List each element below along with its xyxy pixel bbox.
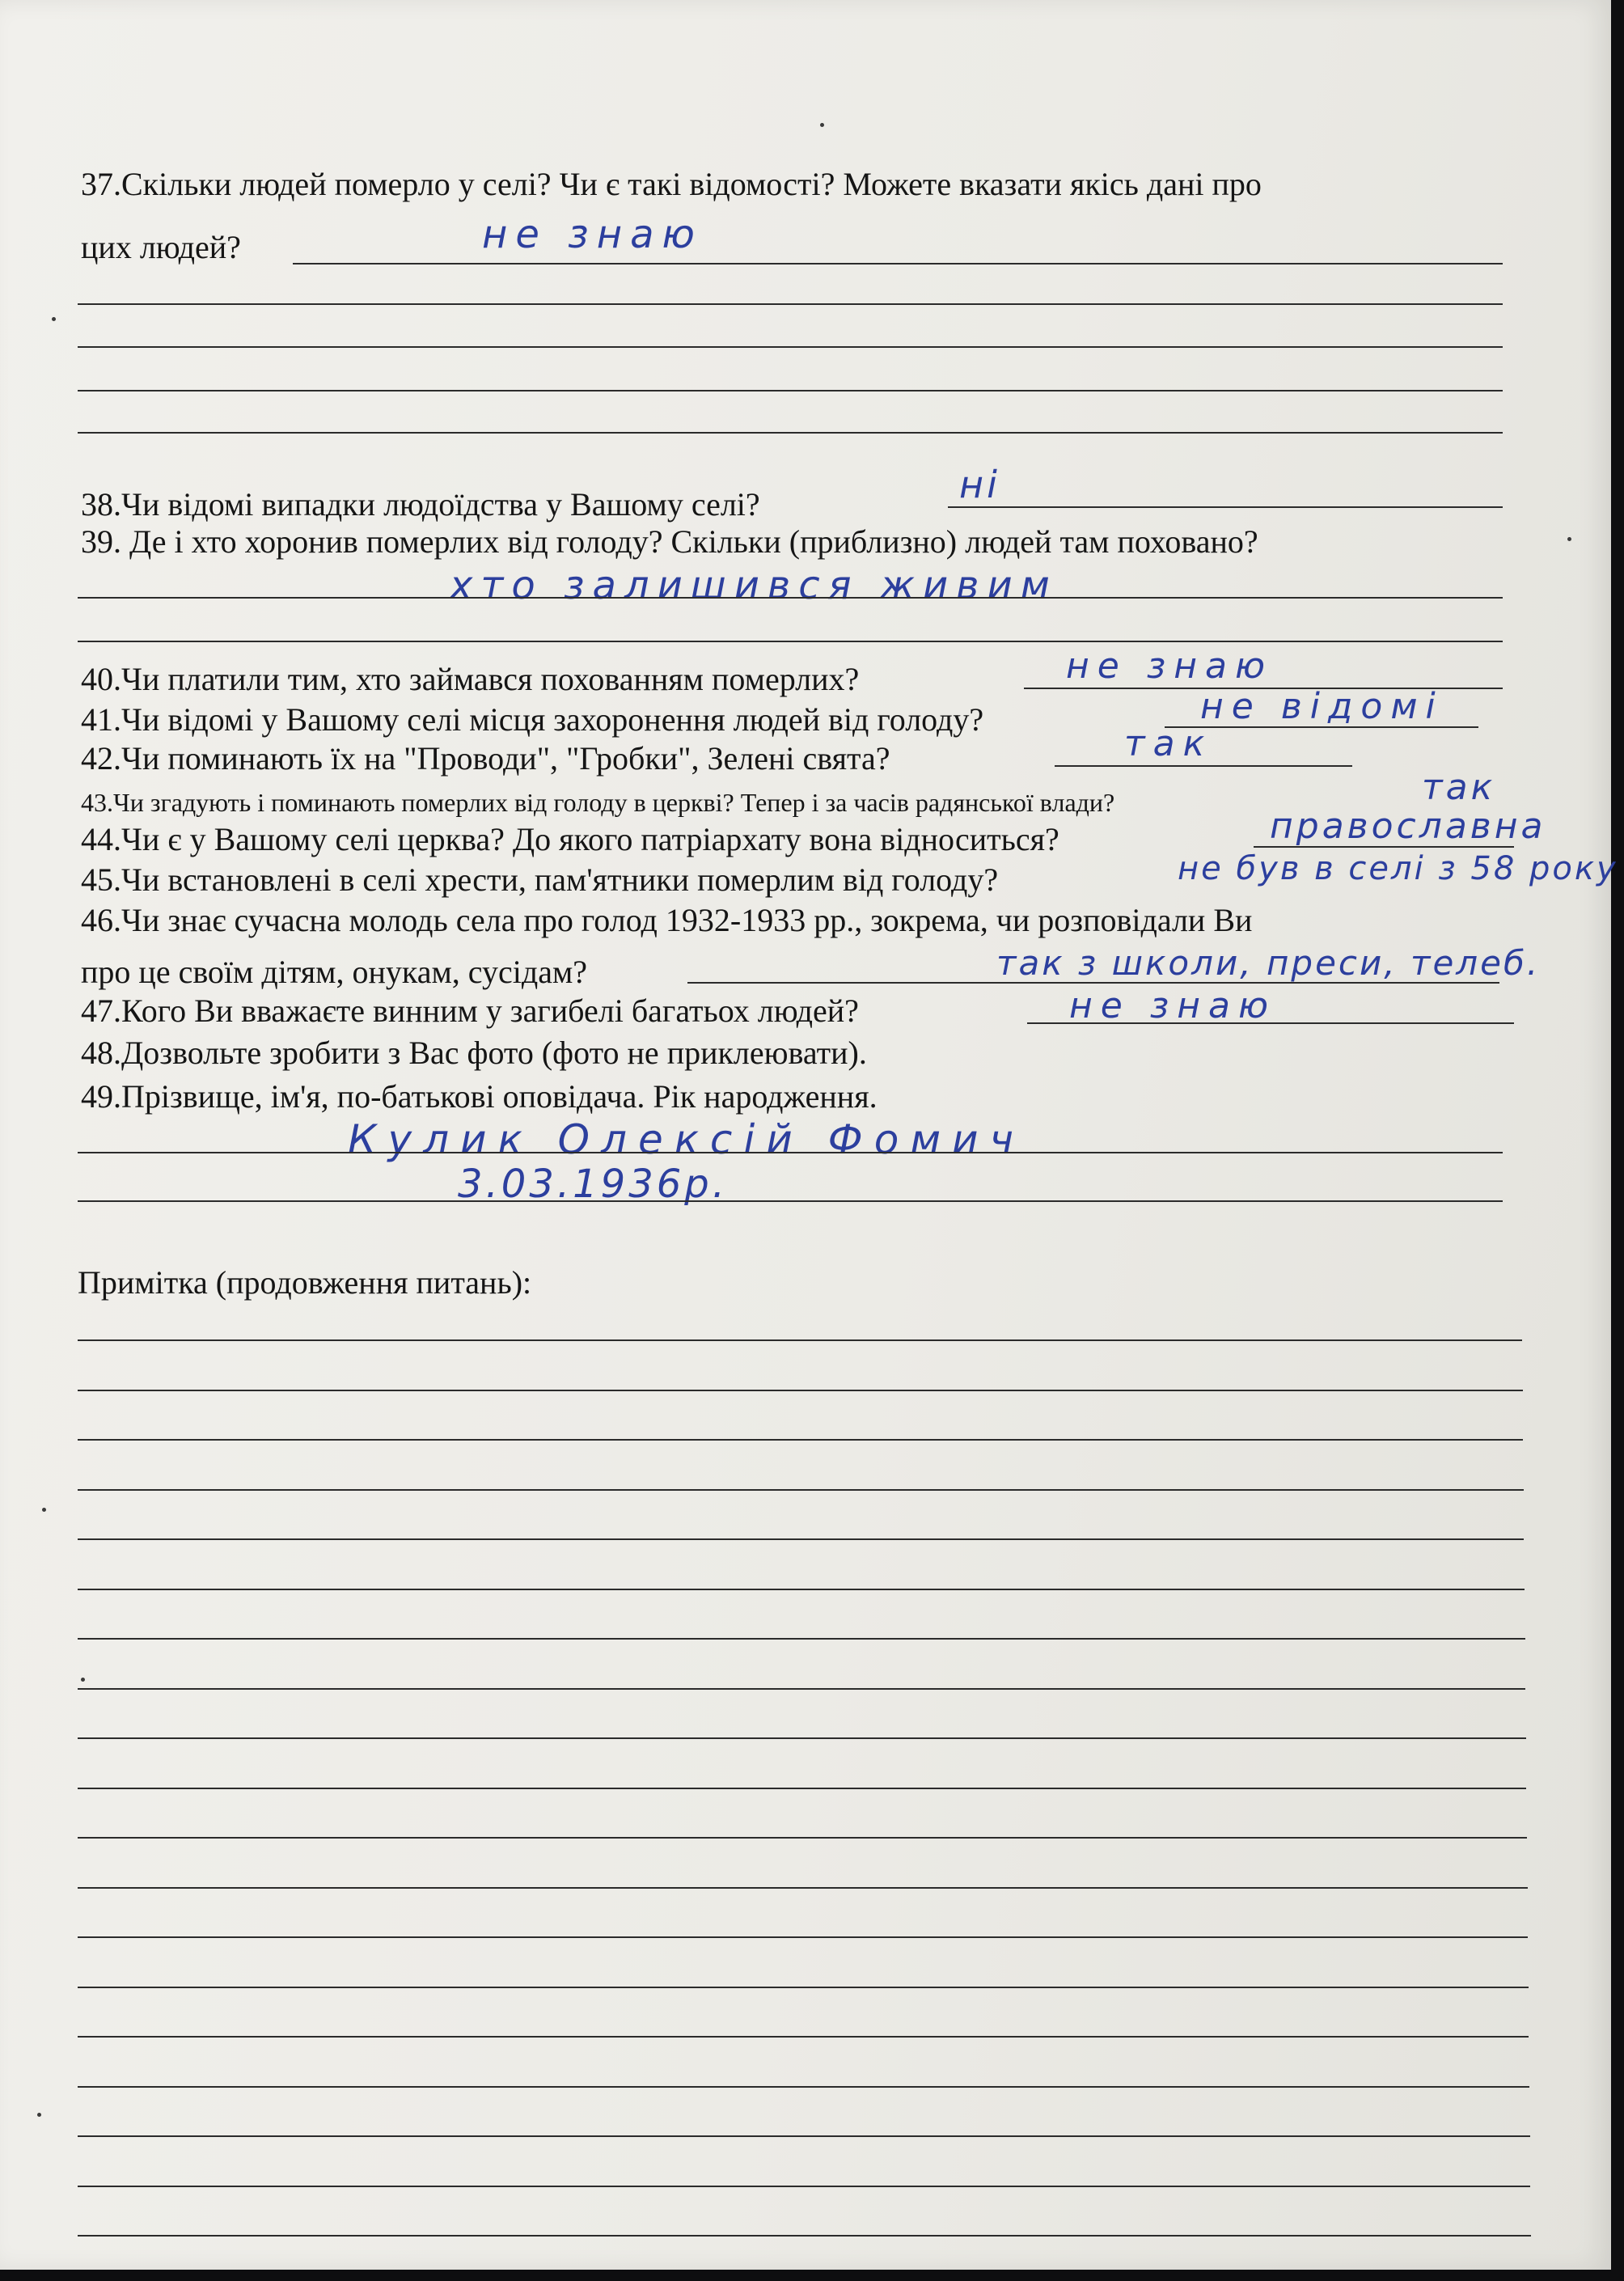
scan-speck — [1567, 537, 1571, 541]
answer-line — [78, 346, 1503, 348]
scan-speck — [81, 1678, 85, 1682]
question-46-line-2: про це своїм дітям, онукам, сусідам? — [81, 954, 588, 990]
notes-line — [78, 1887, 1528, 1889]
answer-47: не знаю — [1069, 985, 1276, 1026]
answer-line — [1055, 765, 1352, 767]
notes-line — [78, 1837, 1527, 1839]
question-43: 43.Чи згадують і поминають померлих від голоду в церкві? Тепер і за часів радянської влади? — [81, 788, 1115, 817]
notes-line — [78, 1439, 1523, 1441]
answer-line — [687, 982, 1499, 984]
answer-45: не був в селі з 58 року — [1178, 850, 1618, 887]
answer-49-date: 3.03.1936р. — [458, 1162, 729, 1207]
answer-49-name: Кулик Олексій Фомич — [348, 1116, 1026, 1163]
answer-46: так з школи, преси, телеб. — [996, 943, 1541, 983]
notes-line — [78, 1987, 1529, 1988]
answer-line — [78, 641, 1503, 642]
answer-39: хто залишився живим — [450, 563, 1058, 608]
answer-41: не відомі — [1200, 686, 1444, 727]
question-44: 44.Чи є у Вашому селі церква? До якого патріархату вона відноситься? — [81, 821, 1059, 857]
answer-line — [78, 390, 1503, 391]
answer-line — [293, 263, 1503, 264]
answer-line — [1254, 846, 1514, 848]
question-48: 48.Дозвольте зробити з Вас фото (фото не приклеювати). — [81, 1035, 867, 1071]
notes-line — [78, 2235, 1531, 2237]
answer-line — [78, 432, 1503, 434]
question-37-line-2: цих людей? — [81, 229, 241, 265]
answer-43: так — [1422, 767, 1496, 808]
scan-speck — [52, 317, 56, 321]
question-45: 45.Чи встановлені в селі хрести, пам'ятники померлим від голоду? — [81, 861, 999, 898]
question-47: 47.Кого Ви вважаєте винним у загибелі багатьох людей? — [81, 992, 859, 1029]
question-39: 39. Де і хто хоронив померлих від голоду? Скільки (приблизно) людей там поховано? — [81, 523, 1258, 560]
notes-heading: Примітка (продовження питань): — [78, 1264, 532, 1301]
question-41: 41.Чи відомі у Вашому селі місця захоронення людей від голоду? — [81, 701, 984, 738]
notes-line — [78, 2186, 1530, 2187]
notes-line — [78, 1688, 1525, 1690]
answer-line — [1027, 1022, 1514, 1024]
answer-40: не знаю — [1066, 645, 1273, 687]
answer-38: ні — [959, 463, 1000, 506]
answer-line — [78, 303, 1503, 305]
scan-speck — [42, 1508, 46, 1512]
notes-line — [78, 1538, 1524, 1540]
notes-line — [78, 1638, 1525, 1640]
notes-line — [78, 2135, 1530, 2137]
notes-line — [78, 1390, 1523, 1391]
question-42: 42.Чи поминають їх на "Проводи", "Гробки", Зелені свята? — [81, 740, 890, 777]
notes-line — [78, 1489, 1524, 1491]
notes-line — [78, 1788, 1526, 1789]
question-40: 40.Чи платили тим, хто займався похованням померлих? — [81, 661, 860, 697]
answer-37: не знаю — [482, 212, 703, 257]
question-37-line-1: 37.Скільки людей померло у селі? Чи є такі відомості? Можете вказати якісь дані про — [81, 166, 1262, 202]
answer-44: православна — [1270, 806, 1546, 847]
notes-line — [78, 1339, 1522, 1341]
answer-line — [78, 1152, 1503, 1153]
question-38: 38.Чи відомі випадки людоїдства у Вашому селі? — [81, 486, 760, 523]
notes-line — [78, 2086, 1529, 2088]
notes-line — [78, 1936, 1528, 1938]
question-46-line-1: 46.Чи знає сучасна молодь села про голод 1932-1933 рр., зокрема, чи розповідали Ви — [81, 902, 1253, 938]
notes-line — [78, 1589, 1525, 1590]
answer-line — [78, 1200, 1503, 1202]
notes-line — [78, 2036, 1529, 2038]
answer-line — [78, 597, 1503, 599]
notes-line — [78, 1737, 1526, 1739]
answer-42: так — [1124, 723, 1213, 764]
scan-speck — [37, 2113, 41, 2117]
answer-line — [948, 506, 1503, 508]
scan-speck — [820, 123, 824, 127]
question-49: 49.Прізвище, ім'я, по-батькові оповідача. Рік народження. — [81, 1078, 878, 1115]
